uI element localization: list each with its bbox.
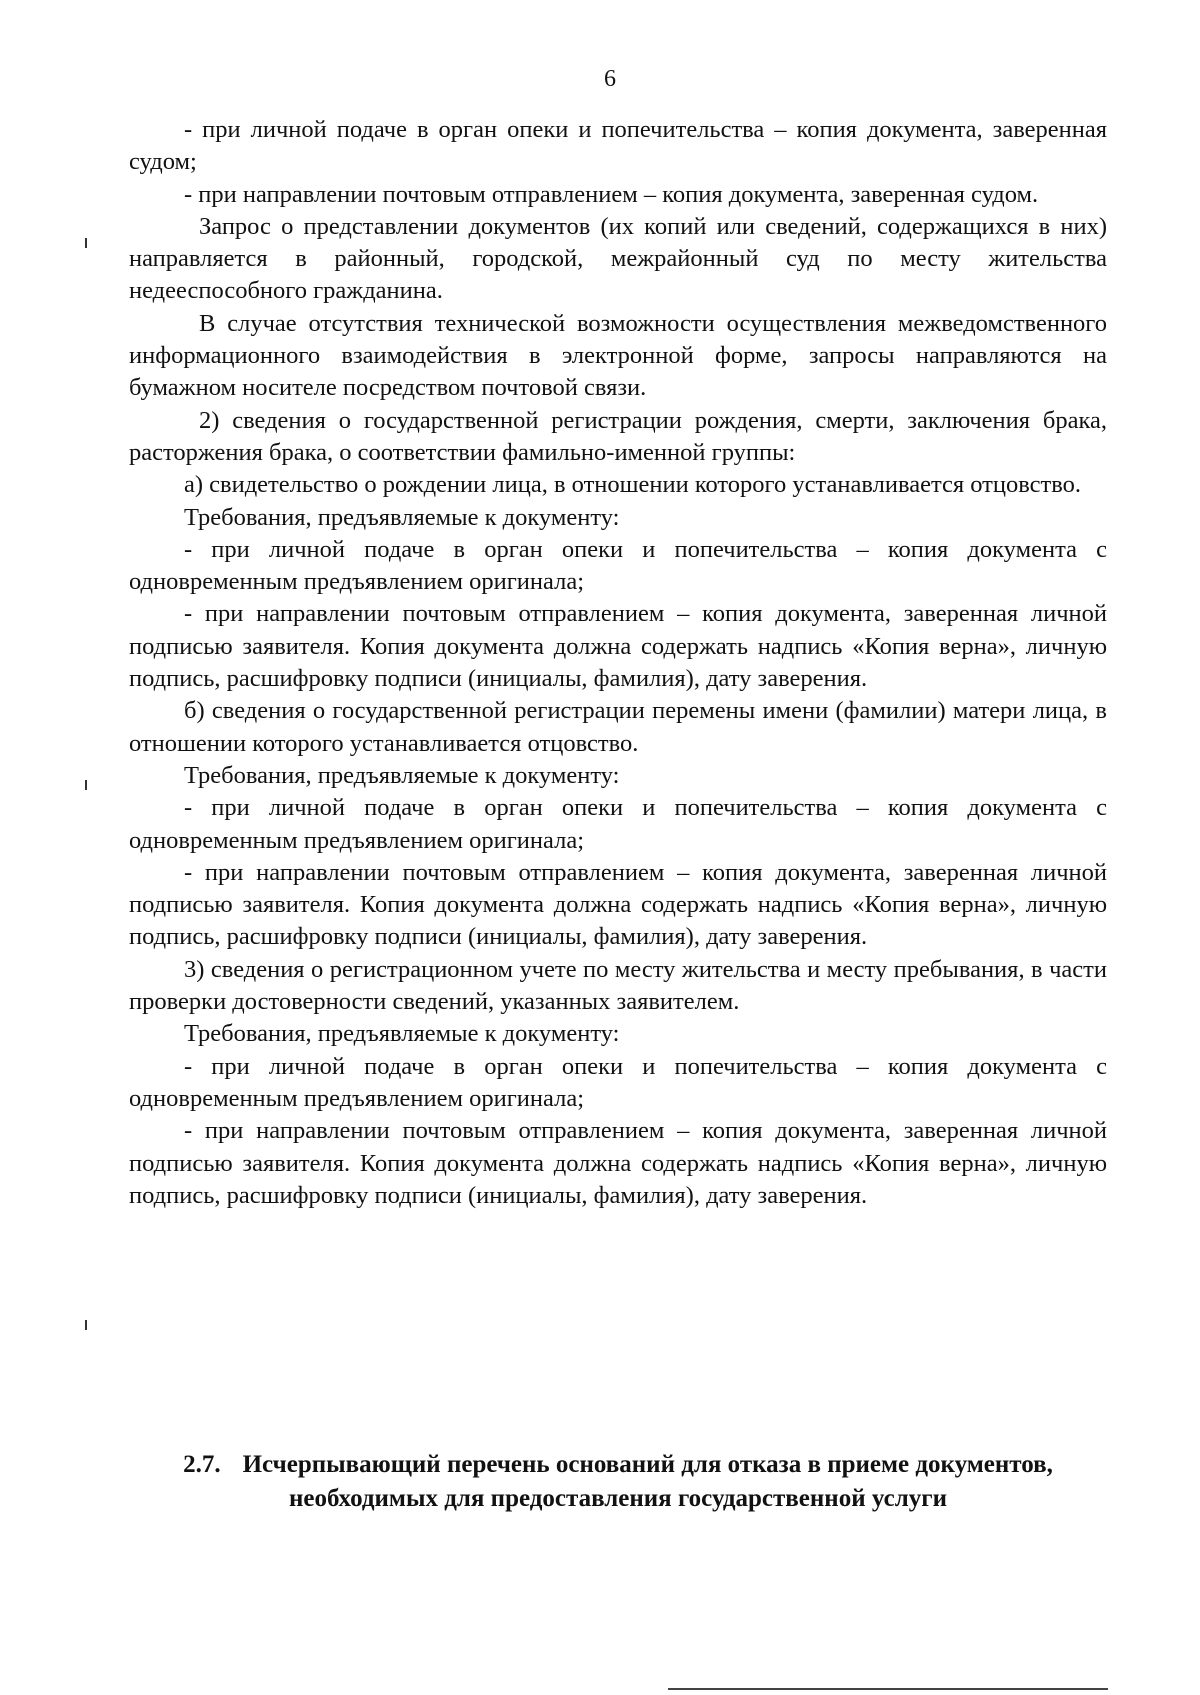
- paragraph: - при личной подаче в орган опеки и попечительства – копия документа с одновременным предъявлением оригинала;: [129, 535, 1107, 596]
- paragraph: - при личной подаче в орган опеки и попечительства – копия документа с одновременным предъявлением оригинала;: [129, 794, 1107, 854]
- paragraph: Требования, предъявляемые к документу:: [184, 503, 620, 531]
- section-heading: [129, 1448, 1107, 1516]
- paragraph: В случае отсутствия технической возможности осуществления межведомственного информационного взаимодействия в электронной форме, запросы направляются на бумажном носителе посредством почтовой связи.: [129, 309, 1107, 402]
- bottom-rule: [668, 1688, 1108, 1690]
- document-body: [129, 114, 1107, 1212]
- paragraph: - при направлении почтовым отправлением – копия документа, заверенная личной подписью заявителя. Копия документа должна содержать надпись «Копия верна», личную подпись, расшифровку подписи (инициалы, фамилия), дату заверения.: [129, 600, 1107, 693]
- paragraph: - при направлении почтовым отправлением – копия документа, заверенная личной подписью заявителя. Копия документа должна содержать надпись «Копия верна», личную подпись, расшифровку подписи (инициалы, фамилия), дату заверения.: [129, 1117, 1107, 1209]
- section-number: 2.7.: [183, 1451, 221, 1478]
- paragraph: Требования, предъявляемые к документу:: [184, 1020, 620, 1048]
- paragraph: Запрос о представлении документов (их копий или сведений, содержащихся в них) направляется в районный, городской, межрайонный суд по месту жительства недееспособного гражданина.: [129, 212, 1107, 305]
- section-title: Исчерпывающий перечень оснований для отказа в приеме документов, необходимых для предоставления государственной услуги: [242, 1451, 1053, 1512]
- paragraph: Требования, предъявляемые к документу:: [184, 761, 620, 789]
- paragraph: 3) сведения о регистрационном учете по месту жительства и месту пребывания, в части проверки достоверности сведений, указанных заявителем.: [129, 955, 1107, 1016]
- paragraph: а) свидетельство о рождении лица, в отношении которого устанавливается отцовство.: [184, 471, 1081, 499]
- scan-mark: [85, 238, 87, 248]
- paragraph: 2) сведения о государственной регистрации рождения, смерти, заключения брака, расторжения брака, о соответствии фамильно-именной группы:: [129, 406, 1107, 466]
- scan-mark: [85, 780, 87, 790]
- page-number: 6: [604, 66, 616, 92]
- paragraph: б) сведения о государственной регистрации перемены имени (фамилии) матери лица, в отношении которого устанавливается отцовство.: [129, 697, 1107, 757]
- scan-mark: [85, 1320, 87, 1330]
- paragraph: - при направлении почтовым отправлением – копия документа, заверенная личной подписью заявителя. Копия документа должна содержать надпись «Копия верна», личную подпись, расшифровку подписи (инициалы, фамилия), дату заверения.: [129, 858, 1107, 951]
- paragraph: - при личной подаче в орган опеки и попечительства – копия документа, заверенная судом;: [129, 116, 1107, 176]
- paragraph: - при направлении почтовым отправлением – копия документа, заверенная судом.: [184, 180, 1039, 208]
- paragraph: - при личной подаче в орган опеки и попечительства – копия документа с одновременным предъявлением оригинала;: [129, 1052, 1107, 1112]
